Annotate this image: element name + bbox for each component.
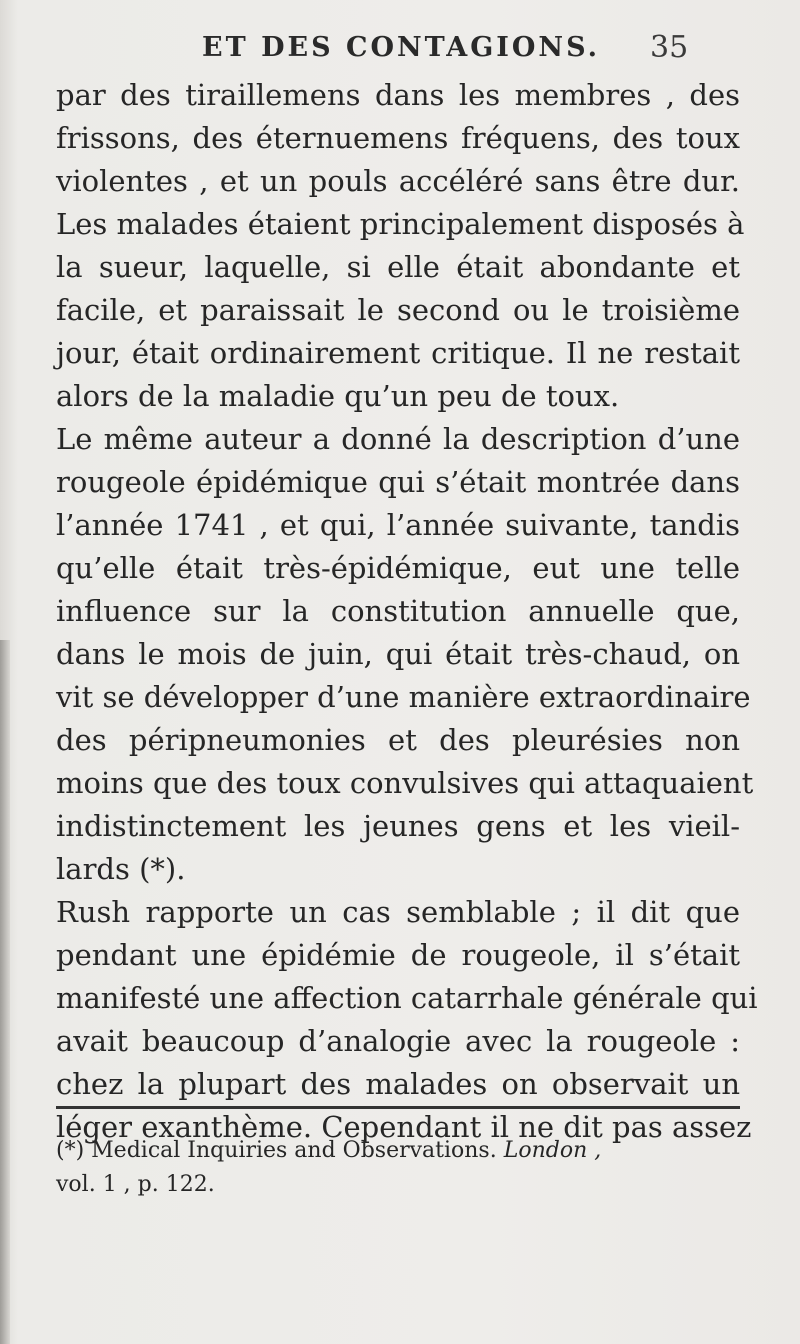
text-line: moins que des toux convulsives qui attaquaient	[56, 766, 754, 800]
text-line: léger exanthème. Cependant il ne dit pas assez	[56, 1110, 752, 1144]
text-line: qu’elle était très-épidémique, eut une telle	[56, 551, 740, 585]
text-line: alors de la maladie qu’un peu de toux.	[56, 379, 620, 413]
text-line: pendant une épidémie de rougeole, il s’était	[56, 938, 740, 972]
page-number: 35	[650, 30, 689, 65]
text-line: Rush rapporte un cas semblable ; il dit que	[56, 895, 740, 929]
text-line: des péripneumonies et des pleurésies non	[56, 723, 740, 757]
text-line: lards (*).	[56, 852, 186, 886]
text-line: avait beaucoup d’analogie avec la rougeole :	[56, 1024, 740, 1058]
text-line: jour, était ordinairement critique. Il ne restait	[56, 336, 740, 370]
footnote-line	[56, 1134, 740, 1168]
footnote	[56, 1134, 740, 1202]
footnote-rule	[56, 1106, 740, 1109]
running-title: ET DES CONTAGIONS.	[202, 32, 601, 63]
body-text	[56, 74, 758, 1149]
binding-shadow	[0, 640, 10, 1344]
text-line: l’année 1741 , et qui, l’année suivante, tandis	[56, 508, 740, 542]
text-line: par des tiraillemens dans les membres , des	[56, 78, 740, 112]
text-line: manifesté une affection catarrhale générale qui	[56, 981, 758, 1015]
running-head	[0, 22, 800, 65]
text-line: violentes , et un pouls accéléré sans être dur.	[56, 164, 740, 198]
footnote-place: London ,	[503, 1138, 602, 1163]
footnote-text: (*) Medical Inquiries and Observations.	[56, 1138, 504, 1163]
text-line: dans le mois de juin, qui était très-chaud, on	[56, 637, 740, 671]
text-line: vit se développer d’une manière extraordinaire	[56, 680, 751, 714]
text-line: indistinctement les jeunes gens et les vieil-	[56, 809, 740, 843]
text-line: Les malades étaient principalement disposés à	[56, 207, 745, 241]
text-line: chez la plupart des malades on observait un	[56, 1067, 740, 1101]
text-line: frissons, des éternuemens fréquens, des toux	[56, 121, 740, 155]
text-line: Le même auteur a donné la description d’une	[56, 422, 740, 456]
text-line: facile, et paraissait le second ou le troisième	[56, 293, 740, 327]
text-line: influence sur la constitution annuelle que,	[56, 594, 740, 628]
text-line: rougeole épidémique qui s’était montrée dans	[56, 465, 740, 499]
text-line: la sueur, laquelle, si elle était abondante et	[56, 250, 740, 284]
footnote-line: vol. 1 , p. 122.	[56, 1172, 215, 1197]
